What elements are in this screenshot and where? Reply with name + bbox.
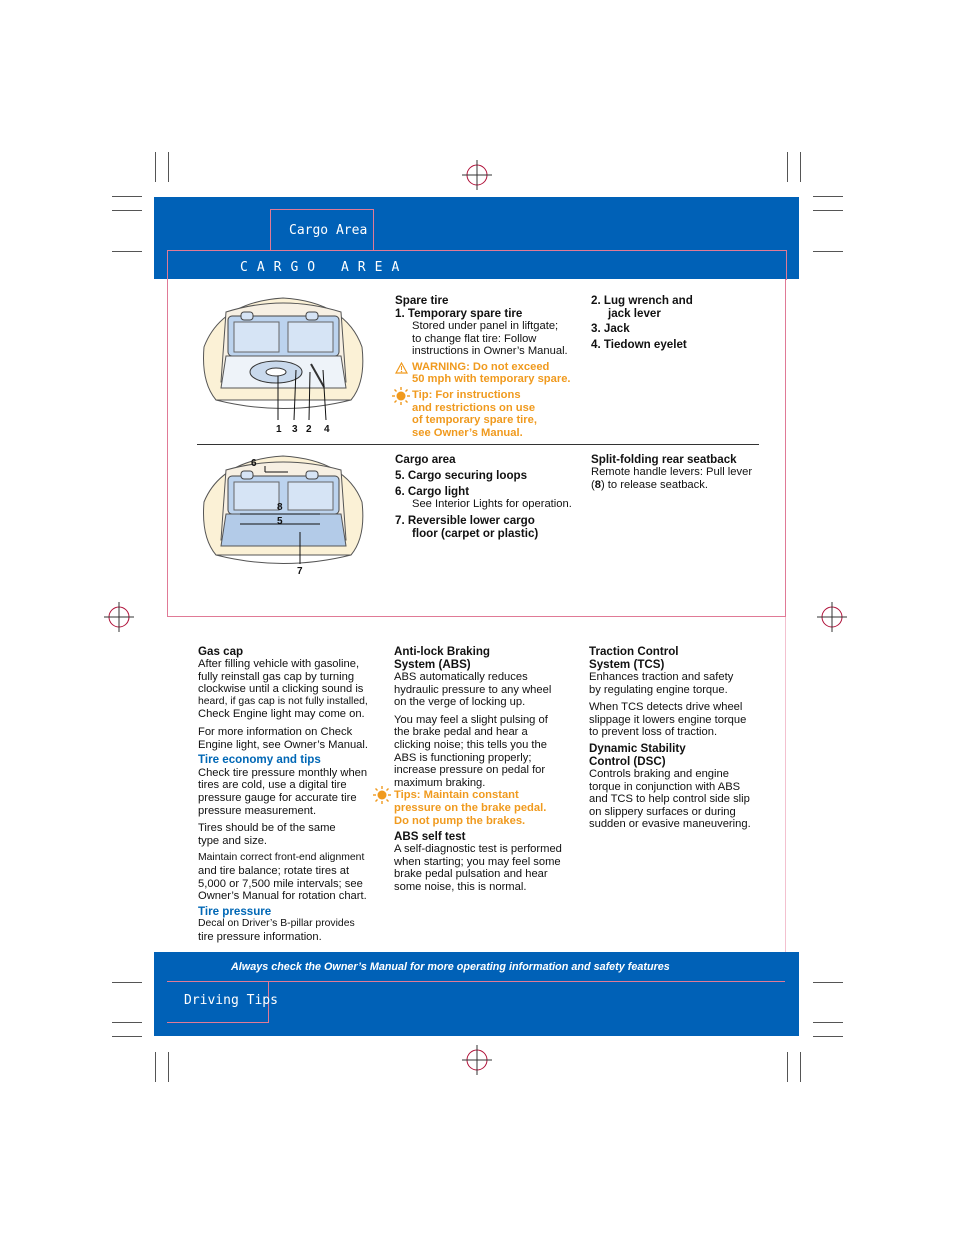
abs-title: Anti-lock Braking System (ABS)	[394, 645, 490, 671]
sun-tip-icon	[391, 387, 411, 405]
right-trim-line	[785, 279, 786, 617]
tcs-text: Enhances traction and safety by regulating engine torque.	[589, 671, 734, 696]
tire-type-text: Tires should be of the same type and size.	[198, 822, 336, 847]
spare-item-2: 2. Lug wrench and jack lever	[591, 294, 693, 320]
tcs-title: Traction Control System (TCS)	[589, 645, 679, 671]
section-title: CARGO AREA	[240, 260, 409, 275]
abs-self-test-text: A self-diagnostic test is performed when starting; you may feel some brake pedal pulsation and hear some noise, this is normal.	[394, 843, 562, 893]
cargo-area-title: Cargo area	[395, 453, 456, 466]
abs-tip-text: Tips: Maintain constant pressure on the brake pedal. Do not pump the brakes.	[394, 789, 547, 827]
spare-item-1-desc: Stored under panel in liftgate; to change flat tire: Follow instructions in Owner’s Manual.	[412, 320, 568, 358]
diagram-label-2: 2	[306, 424, 312, 435]
dsc-text: Controls braking and engine torque in conjunction with ABS and TCS to help control side slip on slippery surfaces or during sudden or evasive maneuvering.	[589, 767, 751, 831]
registration-mark-icon	[104, 602, 134, 632]
diagram-label-6: 6	[251, 458, 257, 469]
diagram-label-5: 5	[277, 516, 283, 527]
tire-economy-text: Check tire pressure monthly when tires are cold, use a digital tire pressure gauge for accurate tire pressure measurement.	[198, 766, 368, 817]
seatback-desc-line2: (8) to release seatback.	[591, 478, 708, 491]
tire-economy-title: Tire economy and tips	[198, 753, 321, 767]
spare-item-3: 3. Jack	[591, 322, 630, 335]
seatback-title: Split-folding rear seatback	[591, 453, 737, 466]
gas-cap-title: Gas cap	[198, 645, 244, 658]
tire-rotation-text: Maintain correct front-end alignment and tire balance; rotate tires at 5,000 or 7,500 mile intervals; see Owner’s Manual for rotation chart.	[198, 852, 367, 903]
tip-text: Tip: For instructions and restrictions on use of temporary spare tire, see Owner’s Manual.	[412, 388, 537, 439]
cargo-item-6-desc: See Interior Lights for operation.	[412, 498, 572, 510]
header-tab-title: Cargo Area	[289, 223, 368, 238]
diagram-label-4: 4	[324, 424, 330, 435]
registration-mark-icon	[817, 602, 847, 632]
gas-cap-text: After filling vehicle with gasoline, fully reinstall gas cap by turning clockwise until a clicking sound is heard, if gas cap is not fully installed, Check Engine light may come on.	[198, 658, 368, 721]
spare-tire-diagram	[196, 292, 371, 430]
spare-item-1: 1. Temporary spare tire	[395, 307, 523, 320]
abs-tip-block	[394, 789, 584, 827]
warning-text: WARNING: Do not exceed 50 mph with temporary spare.	[412, 360, 571, 386]
mid-trim-line	[167, 616, 786, 617]
diagram-label-3: 3	[292, 424, 298, 435]
warning-block	[395, 361, 585, 386]
abs-pulse-text: You may feel a slight pulsing of the brake pedal and hear a clicking noise; this tells you the ABS is functioning properly; increase pressure on pedal for maximum braking.	[394, 713, 548, 789]
cargo-item-7: 7. Reversible lower cargo floor (carpet or plastic)	[395, 513, 539, 540]
spare-tire-title: Spare tire	[395, 294, 449, 307]
tire-pressure-text: Decal on Driver’s B-pillar provides tire pressure information.	[198, 918, 355, 943]
check-engine-text: For more information on Check Engine light, see Owner’s Manual.	[198, 725, 368, 751]
cargo-item-5: 5. Cargo securing loops	[395, 469, 528, 482]
column-tcs-dsc	[589, 645, 779, 831]
tcs-detect-text: When TCS detects drive wheel slippage it lowers engine torque to prevent loss of traction.	[589, 701, 747, 739]
diagram-label-8: 8	[277, 502, 283, 513]
spare-tire-section	[395, 294, 585, 439]
seatback-section	[591, 453, 781, 491]
registration-mark-icon	[462, 1045, 492, 1075]
right-trim-line-lower	[785, 617, 786, 952]
cargo-area-diagram	[196, 452, 371, 582]
warning-triangle-icon	[395, 362, 408, 374]
footer-note: Always check the Owner’s Manual for more operating information and safety features	[231, 961, 670, 973]
abs-text: ABS automatically reduces hydraulic pressure to any wheel on the verge of locking up.	[394, 671, 552, 709]
column-abs	[394, 645, 584, 894]
spare-tire-tools	[591, 294, 771, 351]
spare-item-4: 4. Tiedown eyelet	[591, 338, 687, 351]
registration-mark-icon	[462, 160, 492, 190]
sun-tip-icon	[372, 786, 392, 804]
tip-block	[395, 389, 585, 439]
column-gas-tires	[198, 645, 388, 943]
diagram-label-7: 7	[297, 566, 303, 577]
section-divider	[197, 444, 759, 445]
seatback-desc-line1: Remote handle levers: Pull lever	[591, 466, 753, 478]
cargo-item-6: 6. Cargo light	[395, 485, 470, 498]
cargo-area-section	[395, 453, 585, 540]
dsc-title: Dynamic Stability Control (DSC)	[589, 741, 686, 768]
abs-self-test-title: ABS self test	[394, 830, 466, 844]
left-trim-line	[167, 279, 168, 617]
diagram-label-1: 1	[276, 424, 282, 435]
tire-pressure-title: Tire pressure	[198, 904, 272, 918]
footer-tab-title: Driving Tips	[184, 993, 278, 1008]
